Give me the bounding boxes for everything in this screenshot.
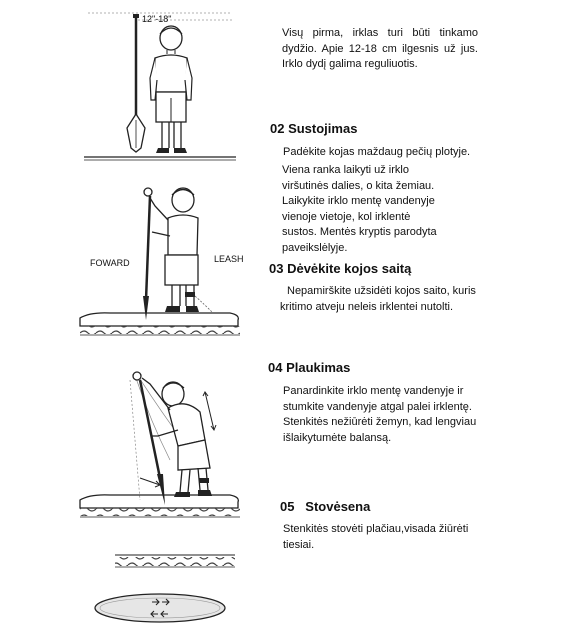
forward-label: FOWARD xyxy=(90,258,130,268)
paddle-sizing-figure xyxy=(84,13,236,160)
section-heading-plaukimas: 04 Plaukimas xyxy=(268,360,351,375)
section-heading-stovesena: 05 Stovėsena xyxy=(280,499,371,514)
stance-figure xyxy=(95,555,235,622)
section-saitas-paragraph: Nepamirškite užsidėti kojos saito, kuris kritimo atveju neleis irklentei nutolti. xyxy=(280,285,476,313)
section-heading-saitas: 03 Dėvėkite kojos saitą xyxy=(269,261,412,276)
paddling-figure xyxy=(80,372,240,517)
section-stovesena-paragraph: Stenkitės stovėti plačiau,visada žiūrėti tiesiai. xyxy=(283,523,469,551)
section-plaukimas-paragraph: Panardinkite irklo mentę vandenyje ir stumkite vandenyje atgal palei irklentę. Stenkitės nežiūrėti žemyn, kad lengviau išlaikytumėte balansą. xyxy=(283,385,477,444)
leash-label: LEASH xyxy=(214,254,244,264)
section-sustojimas-paragraph-2: Viena ranka laikyti už irklo viršutinės dalies, o kita žemiau. Laikykite irklo mentę vandenyje vienoje vietoje, kol irklentė sustos. Mentės kryptis parodyta paveikslėlyje. xyxy=(282,164,437,254)
section-heading-sustojimas: 02 Sustojimas xyxy=(270,121,358,136)
intro-paragraph: Visų pirma, irklas turi būti tinkamo dydžio. Apie 12-18 cm ilgesnis už jus. Irklo dydį galima reguliuotis. xyxy=(282,27,478,70)
paddle-size-label: 12"-18" xyxy=(142,14,172,24)
section-sustojimas-paragraph-1: Padėkite kojas maždaug pečių plotyje. xyxy=(283,146,471,158)
